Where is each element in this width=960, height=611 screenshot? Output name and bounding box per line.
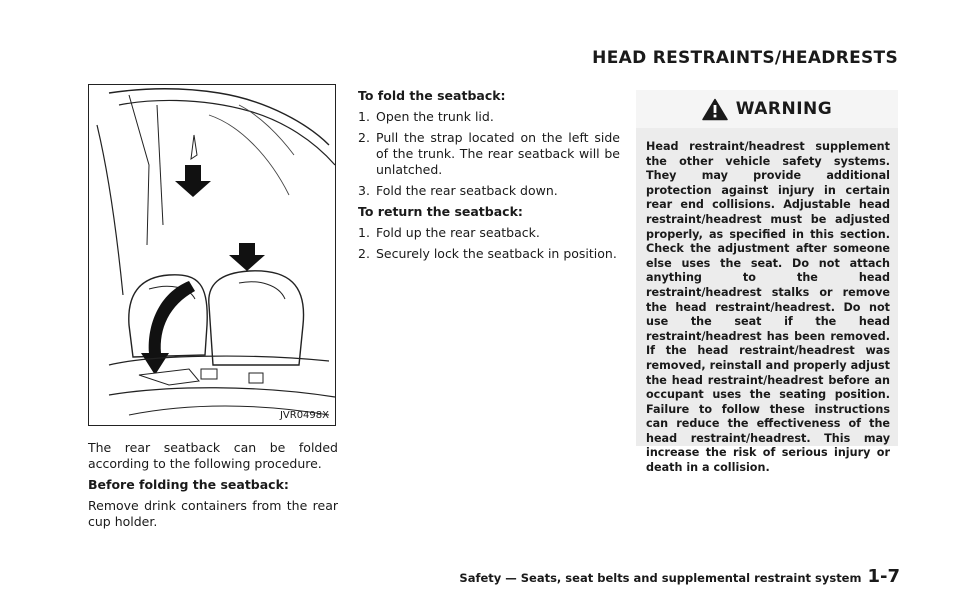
page-number: 1-7: [867, 566, 900, 587]
fold-step: [358, 109, 620, 125]
intro-paragraph: The rear seatback can be folded according to the following procedure.: [88, 440, 338, 471]
return-step: [358, 246, 620, 262]
seatback-fold-illustration: [89, 85, 336, 426]
seatback-figure: [88, 84, 336, 426]
step-text: Fold up the rear seatback.: [376, 225, 540, 240]
return-heading: To return the seatback:: [358, 204, 523, 219]
footer-text: Safety — Seats, seat belts and supplemental restraint system: [459, 571, 862, 585]
middle-column: [358, 88, 620, 267]
step-number: 1.: [358, 109, 370, 124]
before-heading: Before folding the seatback:: [88, 477, 289, 492]
warning-title: WARNING: [735, 99, 833, 119]
step-number: 3.: [358, 183, 370, 198]
warning-body: Head restraint/headrest supplement the other vehicle safety systems. They may provide additional protection against injury in certain rear end collisions. Adjustable head restraint/headrest must be adjusted properly, as specified in this section. Check the adjustment after someone else uses the seat. Do not attach anything to the head restraint/headrest stalks or remove the head restraint/headrest. Do not use the seat if the head restraint/headrest has been removed. If the head restraint/headrest was removed, reinstall and properly adjust the head restraint/headrest before an occupant uses the seating position. Failure to follow these instructions can reduce the effectiveness of the head restraint/headrest. This may increase the risk of serious injury or death in a collision.: [646, 140, 890, 475]
page-footer: [459, 566, 900, 587]
fold-heading: To fold the seatback:: [358, 88, 506, 103]
warning-box: [636, 90, 898, 475]
warning-triangle-icon: [702, 98, 728, 121]
step-text: Open the trunk lid.: [376, 109, 494, 124]
left-column: [88, 440, 338, 535]
step-number: 1.: [358, 225, 370, 240]
step-number: 2.: [358, 246, 370, 261]
fold-step: [358, 130, 620, 178]
section-title: HEAD RESTRAINTS/HEADRESTS: [592, 48, 898, 68]
fold-step: [358, 183, 620, 199]
step-text: Fold the rear seatback down.: [376, 183, 558, 198]
return-step: [358, 225, 620, 241]
figure-code: JVR0498X: [279, 410, 329, 421]
step-text: Securely lock the seatback in position.: [376, 246, 617, 261]
before-text: Remove drink containers from the rear cup holder.: [88, 498, 338, 529]
step-text: Pull the strap located on the left side of the trunk. The rear seatback will be unlatched.: [376, 130, 620, 177]
warning-header: [636, 90, 898, 128]
step-number: 2.: [358, 130, 370, 145]
